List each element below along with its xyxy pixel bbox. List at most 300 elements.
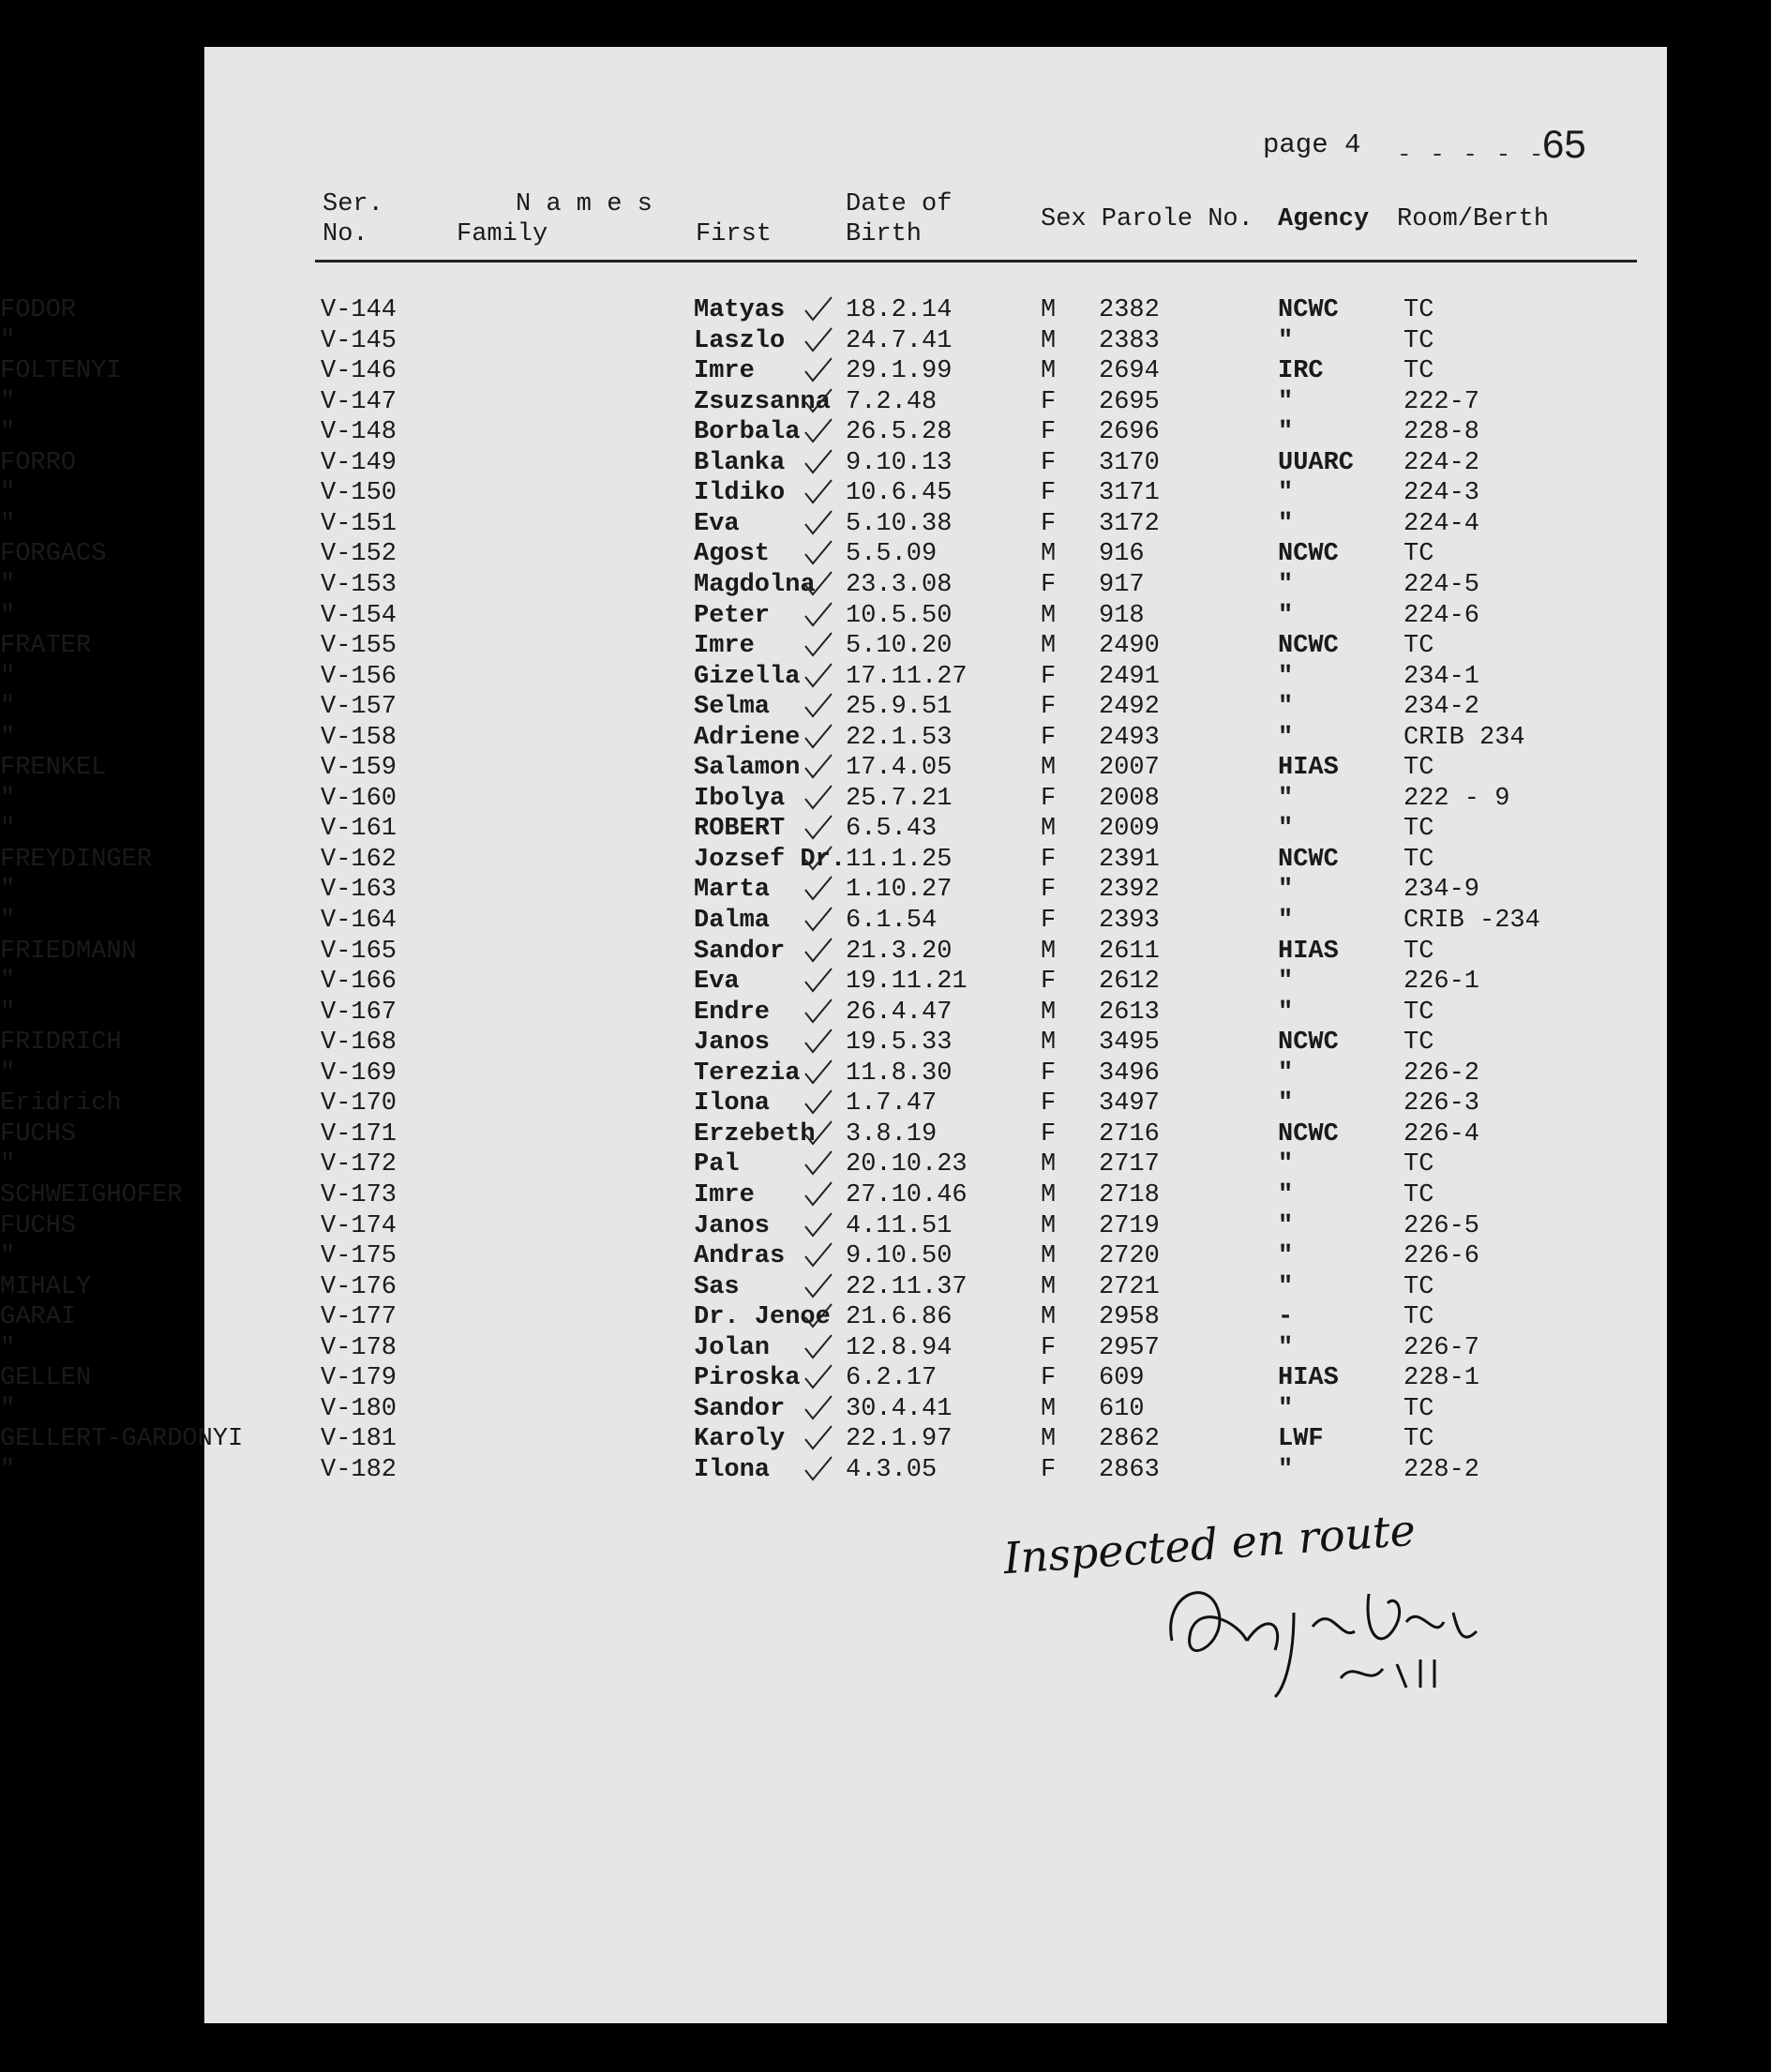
checkmark-icon: [802, 1149, 835, 1178]
table-row: [0, 1180, 1771, 1210]
cell-room: 224-5: [1403, 570, 1480, 599]
cell-dob: 26.4.47: [846, 998, 953, 1027]
header-family: Family: [457, 220, 548, 248]
cell-ser: V-158: [321, 723, 398, 752]
cell-parole: 2492: [1099, 693, 1160, 722]
cell-sex: M: [1041, 754, 1057, 783]
table-row: [0, 875, 1771, 905]
checkmark-icon: [802, 937, 835, 965]
cell-family: FODOR: [0, 296, 77, 324]
cell-agency: ": [1278, 601, 1294, 630]
cell-room: TC: [1403, 1028, 1434, 1058]
checkmark-icon: [802, 906, 835, 934]
cell-first: Eva: [694, 968, 740, 997]
cell-first: ROBERT: [694, 815, 786, 844]
cell-parole: 2717: [1099, 1150, 1160, 1179]
cell-ser: V-179: [321, 1364, 398, 1393]
checkmark-icon: [802, 356, 835, 384]
checkmark-icon: [802, 1302, 835, 1330]
checkmark-icon: [802, 478, 835, 506]
cell-dob: 21.6.86: [846, 1303, 953, 1332]
cell-dob: 7.2.48: [846, 387, 938, 416]
checkmark-icon: [802, 998, 835, 1026]
cell-parole: 2007: [1099, 754, 1160, 783]
cell-family: ": [0, 601, 16, 630]
cell-parole: 3171: [1099, 479, 1160, 508]
cell-family: FUCHS: [0, 1211, 77, 1240]
cell-parole: 2720: [1099, 1242, 1160, 1271]
cell-room: TC: [1403, 845, 1434, 874]
table-row: [0, 1028, 1771, 1058]
table-row: [0, 1363, 1771, 1393]
cell-dob: 10.6.45: [846, 479, 953, 508]
checkmark-icon: [802, 814, 835, 842]
table-row: [0, 356, 1771, 386]
table-row: [0, 631, 1771, 661]
cell-ser: V-173: [321, 1180, 398, 1209]
cell-family: FORGACS: [0, 540, 107, 569]
cell-sex: F: [1041, 1364, 1057, 1393]
cell-dob: 6.5.43: [846, 815, 938, 844]
cell-parole: 2694: [1099, 357, 1160, 386]
cell-first: Imre: [694, 632, 755, 661]
cell-agency: ": [1278, 1059, 1294, 1088]
cell-ser: V-163: [321, 876, 398, 905]
cell-first: Gizella: [694, 662, 801, 691]
cell-room: 226-4: [1403, 1119, 1480, 1149]
cell-room: TC: [1403, 1425, 1434, 1454]
cell-family: ": [0, 509, 16, 538]
table-row: [0, 417, 1771, 447]
cell-dob: 9.10.13: [846, 448, 953, 477]
table-row: [0, 692, 1771, 722]
cell-first: Endre: [694, 998, 771, 1027]
cell-room: TC: [1403, 815, 1434, 844]
checkmark-icon: [802, 387, 835, 415]
checkmark-icon: [802, 326, 835, 354]
cell-sex: F: [1041, 723, 1057, 752]
cell-agency: HIAS: [1278, 754, 1339, 783]
table-row: [0, 845, 1771, 875]
cell-sex: M: [1041, 1180, 1057, 1209]
cell-family: ": [0, 1150, 16, 1179]
cell-family: FREYDINGER: [0, 845, 153, 874]
cell-room: 224-6: [1403, 601, 1480, 630]
cell-family: GARAI: [0, 1303, 77, 1332]
cell-ser: V-144: [321, 296, 398, 324]
cell-sex: M: [1041, 937, 1057, 966]
cell-family: ": [0, 387, 16, 416]
cell-ser: V-159: [321, 754, 398, 783]
cell-agency: LWF: [1278, 1425, 1324, 1454]
cell-room: 226-2: [1403, 1059, 1480, 1088]
cell-agency: HIAS: [1278, 1364, 1339, 1393]
cell-dob: 29.1.99: [846, 357, 953, 386]
cell-first: Sandor: [694, 937, 786, 966]
cell-first: Imre: [694, 1180, 755, 1209]
cell-ser: V-182: [321, 1455, 398, 1484]
checkmark-icon: [802, 1089, 835, 1117]
cell-parole: 2491: [1099, 662, 1160, 691]
cell-parole: 2493: [1099, 723, 1160, 752]
table-row: [0, 1211, 1771, 1241]
cell-first: Borbala: [694, 418, 801, 447]
cell-room: TC: [1403, 1180, 1434, 1209]
cell-dob: 6.2.17: [846, 1364, 938, 1393]
cell-parole: 609: [1099, 1364, 1145, 1393]
cell-room: CRIB 234: [1403, 723, 1525, 752]
cell-ser: V-156: [321, 662, 398, 691]
table-row: [0, 814, 1771, 844]
cell-dob: 19.11.21: [846, 968, 968, 997]
cell-dob: 27.10.46: [846, 1180, 968, 1209]
cell-first: Eva: [694, 509, 740, 538]
cell-room: 234-1: [1403, 662, 1480, 691]
page-label: page 4: [1263, 129, 1361, 160]
table-row: [0, 539, 1771, 569]
cell-family: ": [0, 1242, 16, 1271]
cell-room: TC: [1403, 1150, 1434, 1179]
cell-agency: ": [1278, 968, 1294, 997]
cell-first: Karoly: [694, 1425, 786, 1454]
cell-parole: 2696: [1099, 418, 1160, 447]
cell-dob: 5.10.38: [846, 509, 953, 538]
cell-ser: V-170: [321, 1089, 398, 1119]
header-first: First: [696, 220, 773, 248]
cell-parole: 2721: [1099, 1272, 1160, 1301]
cell-room: TC: [1403, 326, 1434, 355]
cell-ser: V-180: [321, 1394, 398, 1423]
cell-room: 224-3: [1403, 479, 1480, 508]
cell-parole: 917: [1099, 570, 1145, 599]
cell-agency: ": [1278, 784, 1294, 813]
cell-agency: HIAS: [1278, 937, 1339, 966]
cell-room: 224-2: [1403, 448, 1480, 477]
table-row: [0, 1272, 1771, 1302]
cell-family: FRIDRICH: [0, 1028, 122, 1058]
cell-first: Blanka: [694, 448, 786, 477]
cell-dob: 6.1.54: [846, 907, 938, 935]
cell-agency: ": [1278, 479, 1294, 508]
cell-sex: F: [1041, 418, 1057, 447]
cell-sex: M: [1041, 1028, 1057, 1058]
cell-agency: ": [1278, 1089, 1294, 1119]
cell-parole: 2613: [1099, 998, 1160, 1027]
checkmark-icon: [802, 601, 835, 629]
table-row: [0, 295, 1771, 325]
cell-room: 234-2: [1403, 693, 1480, 722]
checkmark-icon: [802, 845, 835, 873]
cell-ser: V-177: [321, 1303, 398, 1332]
cell-first: Janos: [694, 1211, 771, 1240]
cell-parole: 3497: [1099, 1089, 1160, 1119]
cell-family: SCHWEIGHOFER: [0, 1180, 183, 1209]
cell-room: TC: [1403, 998, 1434, 1027]
cell-parole: 2611: [1099, 937, 1160, 966]
checkmark-icon: [802, 1241, 835, 1269]
cell-dob: 12.8.94: [846, 1333, 953, 1362]
cell-room: TC: [1403, 540, 1434, 569]
cell-family: FRENKEL: [0, 754, 107, 783]
cell-family: ": [0, 998, 16, 1027]
cell-room: 226-7: [1403, 1333, 1480, 1362]
cell-family: ": [0, 876, 16, 905]
cell-first: Janos: [694, 1028, 771, 1058]
cell-parole: 2391: [1099, 845, 1160, 874]
cell-family: ": [0, 418, 16, 447]
cell-dob: 18.2.14: [846, 296, 953, 324]
cell-ser: V-151: [321, 509, 398, 538]
cell-agency: ": [1278, 387, 1294, 416]
table-row: [0, 937, 1771, 967]
cell-room: TC: [1403, 357, 1434, 386]
cell-first: Ildiko: [694, 479, 786, 508]
cell-first: Pal: [694, 1150, 740, 1179]
cell-family: ": [0, 1333, 16, 1362]
cell-first: Dalma: [694, 907, 771, 935]
cell-first: Terezia: [694, 1059, 801, 1088]
cell-agency: NCWC: [1278, 540, 1339, 569]
cell-dob: 5.5.09: [846, 540, 938, 569]
cell-first: Ilona: [694, 1455, 771, 1484]
cell-sex: M: [1041, 1303, 1057, 1332]
header-agency: Agency: [1278, 205, 1370, 233]
header-names: N a m e s: [516, 190, 653, 218]
cell-family: FRATER: [0, 632, 92, 661]
cell-first: Ilona: [694, 1089, 771, 1119]
cell-sex: M: [1041, 1211, 1057, 1240]
cell-sex: F: [1041, 907, 1057, 935]
cell-ser: V-161: [321, 815, 398, 844]
header-rule: [315, 260, 1637, 263]
cell-ser: V-149: [321, 448, 398, 477]
cell-agency: IRC: [1278, 357, 1324, 386]
cell-parole: 3496: [1099, 1059, 1160, 1088]
cell-agency: NCWC: [1278, 296, 1339, 324]
checkmark-icon: [802, 295, 835, 323]
table-row: [0, 906, 1771, 936]
cell-dob: 1.10.27: [846, 876, 953, 905]
cell-room: CRIB -234: [1403, 907, 1540, 935]
cell-family: GELLEN: [0, 1364, 92, 1393]
cell-family: ": [0, 662, 16, 691]
cell-ser: V-147: [321, 387, 398, 416]
table-row: [0, 326, 1771, 356]
cell-first: Marta: [694, 876, 771, 905]
cell-dob: 3.8.19: [846, 1119, 938, 1149]
cell-ser: V-166: [321, 968, 398, 997]
table-row: [0, 1394, 1771, 1424]
checkmark-icon: [802, 753, 835, 781]
cell-sex: M: [1041, 326, 1057, 355]
cell-sex: F: [1041, 448, 1057, 477]
cell-dob: 10.5.50: [846, 601, 953, 630]
cell-dob: 4.11.51: [846, 1211, 953, 1240]
cell-sex: M: [1041, 540, 1057, 569]
cell-parole: 3495: [1099, 1028, 1160, 1058]
cell-parole: 2716: [1099, 1119, 1160, 1149]
checkmark-icon: [802, 1211, 835, 1239]
cell-sex: M: [1041, 1150, 1057, 1179]
cell-first: Ibolya: [694, 784, 786, 813]
table-row: [0, 662, 1771, 692]
checkmark-icon: [802, 967, 835, 995]
cell-agency: ": [1278, 693, 1294, 722]
cell-dob: 23.3.08: [846, 570, 953, 599]
cell-room: 226-6: [1403, 1242, 1480, 1271]
cell-room: TC: [1403, 1303, 1434, 1332]
checkmark-icon: [802, 723, 835, 751]
cell-agency: NCWC: [1278, 632, 1339, 661]
table-row: [0, 570, 1771, 600]
cell-sex: M: [1041, 601, 1057, 630]
checkmark-icon: [802, 570, 835, 598]
table-row: [0, 967, 1771, 997]
cell-parole: 2612: [1099, 968, 1160, 997]
cell-ser: V-153: [321, 570, 398, 599]
cell-sex: F: [1041, 1455, 1057, 1484]
table-row: [0, 1119, 1771, 1149]
table-row: [0, 509, 1771, 539]
cell-ser: V-148: [321, 418, 398, 447]
cell-family: Eridrich: [0, 1089, 122, 1119]
cell-ser: V-176: [321, 1272, 398, 1301]
cell-ser: V-169: [321, 1059, 398, 1088]
cell-family: ": [0, 1059, 16, 1088]
table-row: [0, 1302, 1771, 1332]
cell-sex: F: [1041, 1089, 1057, 1119]
cell-parole: 2862: [1099, 1425, 1160, 1454]
header-room: Room/Berth: [1397, 205, 1550, 233]
cell-room: TC: [1403, 296, 1434, 324]
checkmark-icon: [802, 631, 835, 659]
checkmark-icon: [802, 1394, 835, 1422]
header-ser-line1: Ser.: [323, 190, 383, 218]
cell-room: 226-1: [1403, 968, 1480, 997]
cell-room: TC: [1403, 754, 1434, 783]
cell-first: Piroska: [694, 1364, 801, 1393]
cell-sex: M: [1041, 815, 1057, 844]
cell-sex: M: [1041, 1242, 1057, 1271]
cell-parole: 918: [1099, 601, 1145, 630]
cell-sex: M: [1041, 1394, 1057, 1423]
cell-first: Sandor: [694, 1394, 786, 1423]
table-row: [0, 601, 1771, 631]
cell-dob: 17.11.27: [846, 662, 968, 691]
cell-agency: ": [1278, 509, 1294, 538]
cell-dob: 20.10.23: [846, 1150, 968, 1179]
cell-sex: F: [1041, 1059, 1057, 1088]
cell-agency: ": [1278, 1150, 1294, 1179]
cell-sex: F: [1041, 968, 1057, 997]
cell-sex: F: [1041, 1119, 1057, 1149]
cell-ser: V-152: [321, 540, 398, 569]
cell-dob: 9.10.50: [846, 1242, 953, 1271]
cell-dob: 22.1.53: [846, 723, 953, 752]
cell-agency: ": [1278, 876, 1294, 905]
cell-sex: F: [1041, 693, 1057, 722]
cell-ser: V-167: [321, 998, 398, 1027]
cell-ser: V-168: [321, 1028, 398, 1058]
cell-agency: ": [1278, 815, 1294, 844]
cell-ser: V-172: [321, 1150, 398, 1179]
checkmark-icon: [802, 417, 835, 445]
header-dob-line1: Date of: [846, 190, 953, 218]
checkmark-icon: [802, 692, 835, 720]
cell-ser: V-154: [321, 601, 398, 630]
cell-first: Adriene: [694, 723, 801, 752]
cell-dob: 21.3.20: [846, 937, 953, 966]
cell-dob: 5.10.20: [846, 632, 953, 661]
table-row: [0, 478, 1771, 508]
cell-dob: 11.1.25: [846, 845, 953, 874]
cell-sex: M: [1041, 632, 1057, 661]
cell-parole: 2695: [1099, 387, 1160, 416]
cell-sex: F: [1041, 845, 1057, 874]
cell-ser: V-150: [321, 479, 398, 508]
cell-agency: ": [1278, 1211, 1294, 1240]
cell-ser: V-165: [321, 937, 398, 966]
cell-family: GELLERT-GARDONYI: [0, 1425, 244, 1454]
checkmark-icon: [802, 448, 835, 476]
checkmark-icon: [802, 1119, 835, 1148]
checkmark-icon: [802, 1028, 835, 1056]
cell-dob: 22.11.37: [846, 1272, 968, 1301]
cell-parole: 2008: [1099, 784, 1160, 813]
cell-family: FORRO: [0, 448, 77, 477]
cell-parole: 3172: [1099, 509, 1160, 538]
checkmark-icon: [802, 539, 835, 567]
cell-first: Magdolna: [694, 570, 816, 599]
cell-room: 226-5: [1403, 1211, 1480, 1240]
cell-sex: M: [1041, 1272, 1057, 1301]
folio-number: 65: [1542, 122, 1586, 166]
cell-ser: V-174: [321, 1211, 398, 1240]
table-row: [0, 1149, 1771, 1179]
table-row: [0, 387, 1771, 417]
cell-parole: 2957: [1099, 1333, 1160, 1362]
cell-ser: V-160: [321, 784, 398, 813]
cell-room: TC: [1403, 1394, 1434, 1423]
table-row: [0, 1241, 1771, 1271]
cell-dob: 1.7.47: [846, 1089, 938, 1119]
cell-family: ": [0, 907, 16, 935]
table-row: [0, 753, 1771, 783]
cell-sex: F: [1041, 1333, 1057, 1362]
cell-dob: 26.5.28: [846, 418, 953, 447]
cell-parole: 2382: [1099, 296, 1160, 324]
cell-parole: 2490: [1099, 632, 1160, 661]
checkmark-icon: [802, 662, 835, 690]
cell-family: FRIEDMANN: [0, 937, 137, 966]
cell-parole: 2383: [1099, 326, 1160, 355]
table-row: [0, 1089, 1771, 1119]
cell-dob: 25.9.51: [846, 693, 953, 722]
cell-agency: ": [1278, 570, 1294, 599]
cell-room: 226-3: [1403, 1089, 1480, 1119]
table-row: [0, 998, 1771, 1028]
cell-room: 222-7: [1403, 387, 1480, 416]
cell-sex: F: [1041, 509, 1057, 538]
cell-room: 222 - 9: [1403, 784, 1510, 813]
cell-agency: ": [1278, 418, 1294, 447]
cell-dob: 11.8.30: [846, 1059, 953, 1088]
cell-parole: 610: [1099, 1394, 1145, 1423]
cell-ser: V-146: [321, 357, 398, 386]
table-row: [0, 1059, 1771, 1089]
cell-parole: 2719: [1099, 1211, 1160, 1240]
cell-first: Jolan: [694, 1333, 771, 1362]
